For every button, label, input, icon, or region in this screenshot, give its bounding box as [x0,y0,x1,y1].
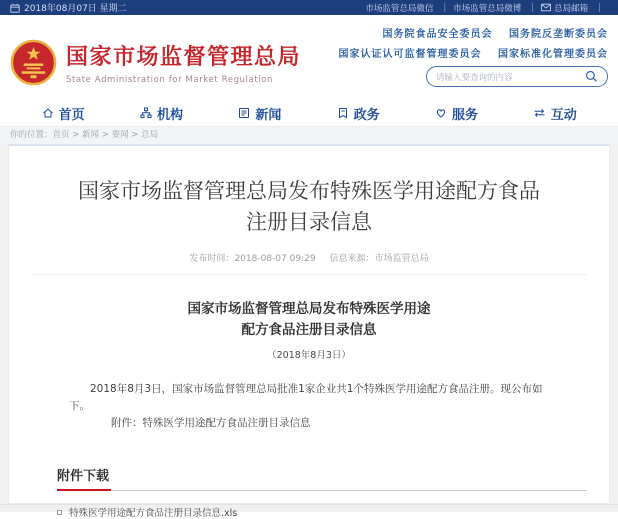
home-icon [42,107,54,119]
breadcrumb [0,126,618,144]
wechat-link[interactable]: 市场监管总局微信 | [365,2,453,14]
attachments-title: 附件下载 [57,465,111,491]
nav-item-news[interactable]: 新闻 [211,104,309,123]
current-date: 2018年08月07日 星期二 [24,4,127,14]
mail-icon [541,3,551,12]
topbar-links [365,2,608,14]
content-area [0,144,618,519]
header-right [327,24,608,100]
committee-links-row2 [327,45,608,60]
attachment-file-link[interactable] [57,505,587,519]
attachments-section [57,465,587,519]
link-standardization-committee[interactable]: 国家标准化管理委员会 [498,49,608,60]
link-certification-committee[interactable]: 国家认证认可监督管理委员会 [338,49,482,60]
heart-icon [435,107,447,119]
search-icon[interactable] [585,70,598,83]
attachment-note: 附件：特殊医学用途配方食品注册目录信息 [111,417,311,429]
breadcrumb-prefix: 你的位置： [10,130,53,140]
publish-time: 2018-08-07 09:29 [234,254,316,264]
source-label: 信息来源： [329,254,375,264]
site-title-en: State Administration for Market Regulation [66,74,273,85]
link-food-safety-committee[interactable]: 国务院食品安全委员会 [382,29,493,40]
calendar-icon [10,3,20,13]
article-body-date: （2018年8月3日） [267,350,351,361]
news-icon [238,107,250,119]
main-nav [0,100,618,126]
file-bullet-icon [57,510,62,515]
publish-time-label: 发布时间： [189,254,235,264]
search-input[interactable] [436,72,585,82]
link-antimonopoly-committee[interactable]: 国务院反垄断委员会 [509,29,608,40]
page-title: 国家市场监督管理总局发布特殊医学用途配方食品注册目录信息 [78,179,540,234]
article-panel [8,144,610,519]
interact-arrows-icon [533,107,546,119]
nav-item-government[interactable]: 政务 [309,104,407,123]
article-paragraph: 2018年8月3日，国家市场监督管理总局批准1家企业共1个特殊医学用途配方食品注册。现公布如下。 [69,383,543,412]
topbar [0,0,618,15]
nav-item-interaction[interactable]: 互动 [506,104,604,123]
committee-links-row1 [327,25,608,40]
attachments-header [57,465,587,491]
breadcrumb-path[interactable]: 首页 > 新闻 > 要闻 > 总局 [52,130,159,140]
source-value: 市场监管总局 [374,254,429,264]
mail-link[interactable]: 总局邮箱 | [541,2,608,14]
search-box[interactable] [426,66,608,87]
article-meta [32,251,587,275]
nav-item-home[interactable]: 首页 [14,104,112,123]
site-logo[interactable] [10,24,301,100]
article-body-heading: 国家市场监督管理总局发布特殊医学用途配方食品注册目录信息 [187,301,431,338]
site-title: 国家市场监督管理总局 [66,44,302,70]
org-icon [140,107,152,119]
weibo-link[interactable]: 市场监管总局微博 | [453,2,541,14]
attachment-file-name: 特殊医学用途配方食品注册目录信息.xls [69,508,238,519]
date-display [10,1,127,14]
nav-item-services[interactable]: 服务 [407,104,505,123]
header [0,15,618,100]
nav-item-orgs[interactable]: 机构 [112,104,210,123]
gov-icon [337,107,349,119]
brand-text [66,40,301,85]
national-emblem-icon [10,39,57,86]
